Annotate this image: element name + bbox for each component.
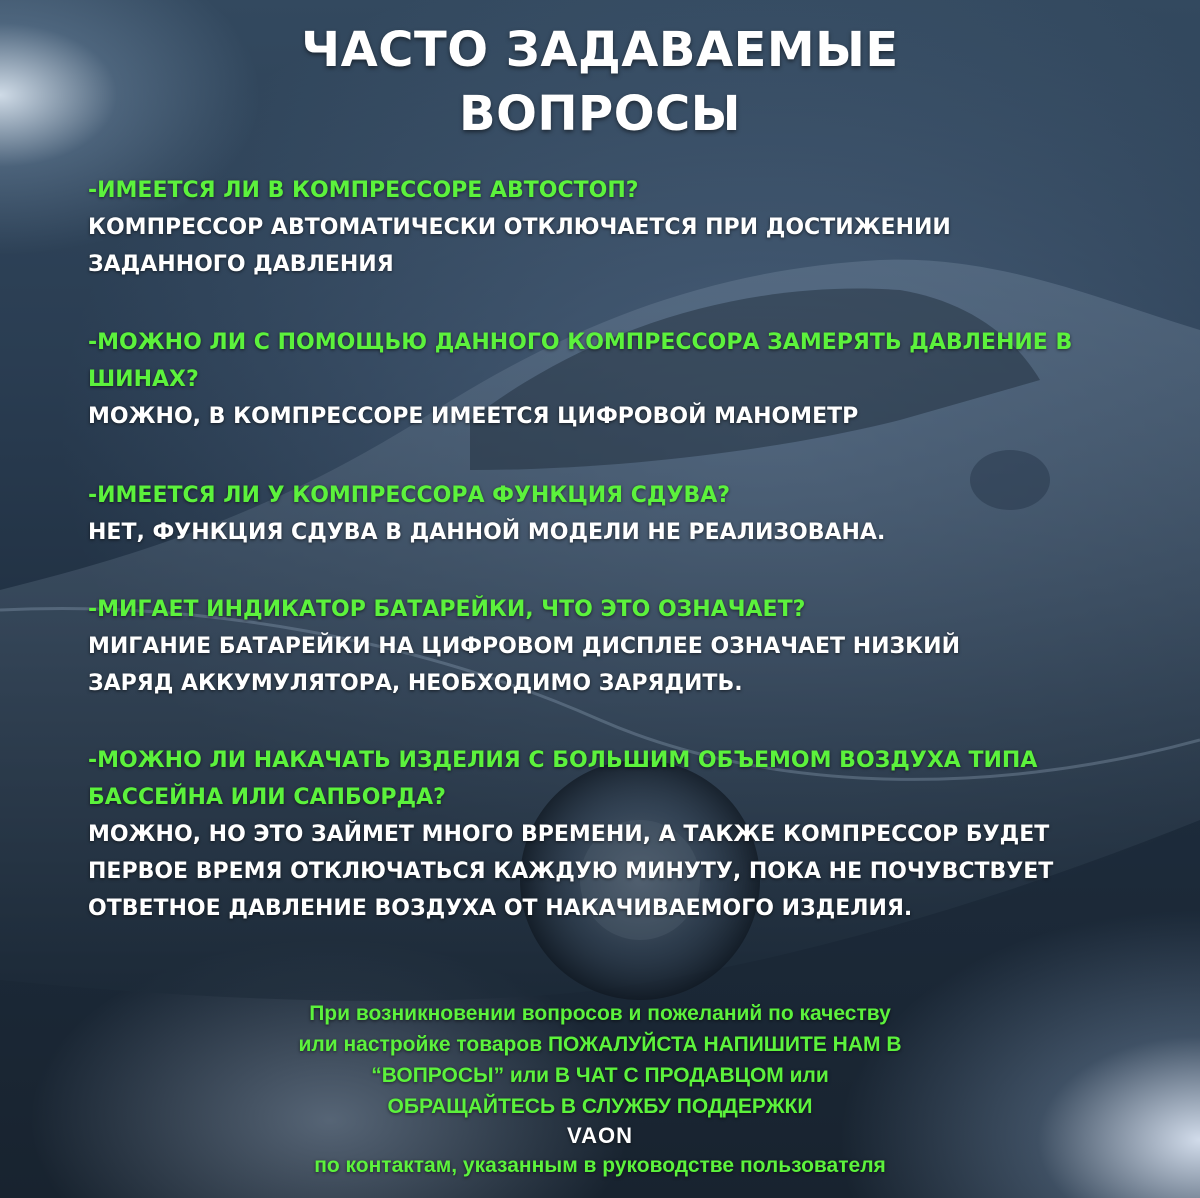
faq-item-2 [88,324,1148,435]
footer-line: При возникновении вопросов и пожеланий по качеству [309,1002,891,1025]
brand-logo: VAON [567,1123,633,1148]
faq-item-4 [88,591,1148,702]
faq-question: -ИМЕЕТСЯ ЛИ В КОМПРЕССОРЕ АВТОСТОП? [88,178,639,203]
faq-question: -МОЖНО ЛИ С ПОМОЩЬЮ ДАННОГО КОМПРЕССОРА ЗАМЕРЯТЬ ДАВЛЕНИЕ В ШИНАХ? [88,330,1073,392]
faq-question: -МОЖНО ЛИ НАКАЧАТЬ ИЗДЕЛИЯ С БОЛЬШИМ ОБЪЕМОМ ВОЗДУХА ТИПА БАССЕЙНА ИЛИ САПБОРДА? [88,748,1038,810]
faq-answer-line: КОМПРЕССОР АВТОМАТИЧЕСКИ ОТКЛЮЧАЕТСЯ ПРИ ДОСТИЖЕНИИ [88,215,951,240]
faq-answer-line: ЗАРЯД АККУМУЛЯТОРА, НЕОБХОДИМО ЗАРЯДИТЬ. [88,671,743,696]
page-title-line1: ЧАСТО ЗАДАВАЕМЫЕ [301,22,899,78]
faq-item-1 [88,172,1148,283]
support-footer [0,998,1200,1181]
footer-line: по контактам, указанным в руководстве пользователя [314,1154,886,1177]
faq-answer-line: МОЖНО, В КОМПРЕССОРЕ ИМЕЕТСЯ ЦИФРОВОЙ МАНОМЕТР [88,404,859,429]
footer-line: или настройке товаров ПОЖАЛУЙСТА НАПИШИТЕ НАМ В [298,1033,902,1056]
faq-question: -МИГАЕТ ИНДИКАТОР БАТАРЕЙКИ, ЧТО ЭТО ОЗНАЧАЕТ? [88,597,806,622]
faq-answer-line: МИГАНИЕ БАТАРЕЙКИ НА ЦИФРОВОМ ДИСПЛЕЕ ОЗНАЧАЕТ НИЗКИЙ [88,634,960,659]
page-title-line2: ВОПРОСЫ [458,86,741,142]
footer-line: “ВОПРОСЫ” или В ЧАТ С ПРОДАВЦОМ или [371,1064,829,1087]
footer-line: ОБРАЩАЙТЕСЬ В СЛУЖБУ ПОДДЕРЖКИ [387,1095,813,1118]
faq-answer-line: ЗАДАННОГО ДАВЛЕНИЯ [88,252,394,277]
page-title [0,18,1200,146]
faq-answer-line: МОЖНО, НО ЭТО ЗАЙМЕТ МНОГО ВРЕМЕНИ, А ТАКЖЕ КОМПРЕССОР БУДЕТ [88,822,1050,847]
faq-question: -ИМЕЕТСЯ ЛИ У КОМПРЕССОРА ФУНКЦИЯ СДУВА? [88,483,731,508]
faq-answer-line: ОТВЕТНОЕ ДАВЛЕНИЕ ВОЗДУХА ОТ НАКАЧИВАЕМОГО ИЗДЕЛИЯ. [88,896,913,921]
faq-item-5 [88,742,1148,927]
faq-answer-line: НЕТ, ФУНКЦИЯ СДУВА В ДАННОЙ МОДЕЛИ НЕ РЕАЛИЗОВАНА. [88,520,886,545]
faq-answer-line: ПЕРВОЕ ВРЕМЯ ОТКЛЮЧАТЬСЯ КАЖДУЮ МИНУТУ, ПОКА НЕ ПОЧУВСТВУЕТ [88,859,1054,884]
faq-item-3 [88,477,1148,551]
